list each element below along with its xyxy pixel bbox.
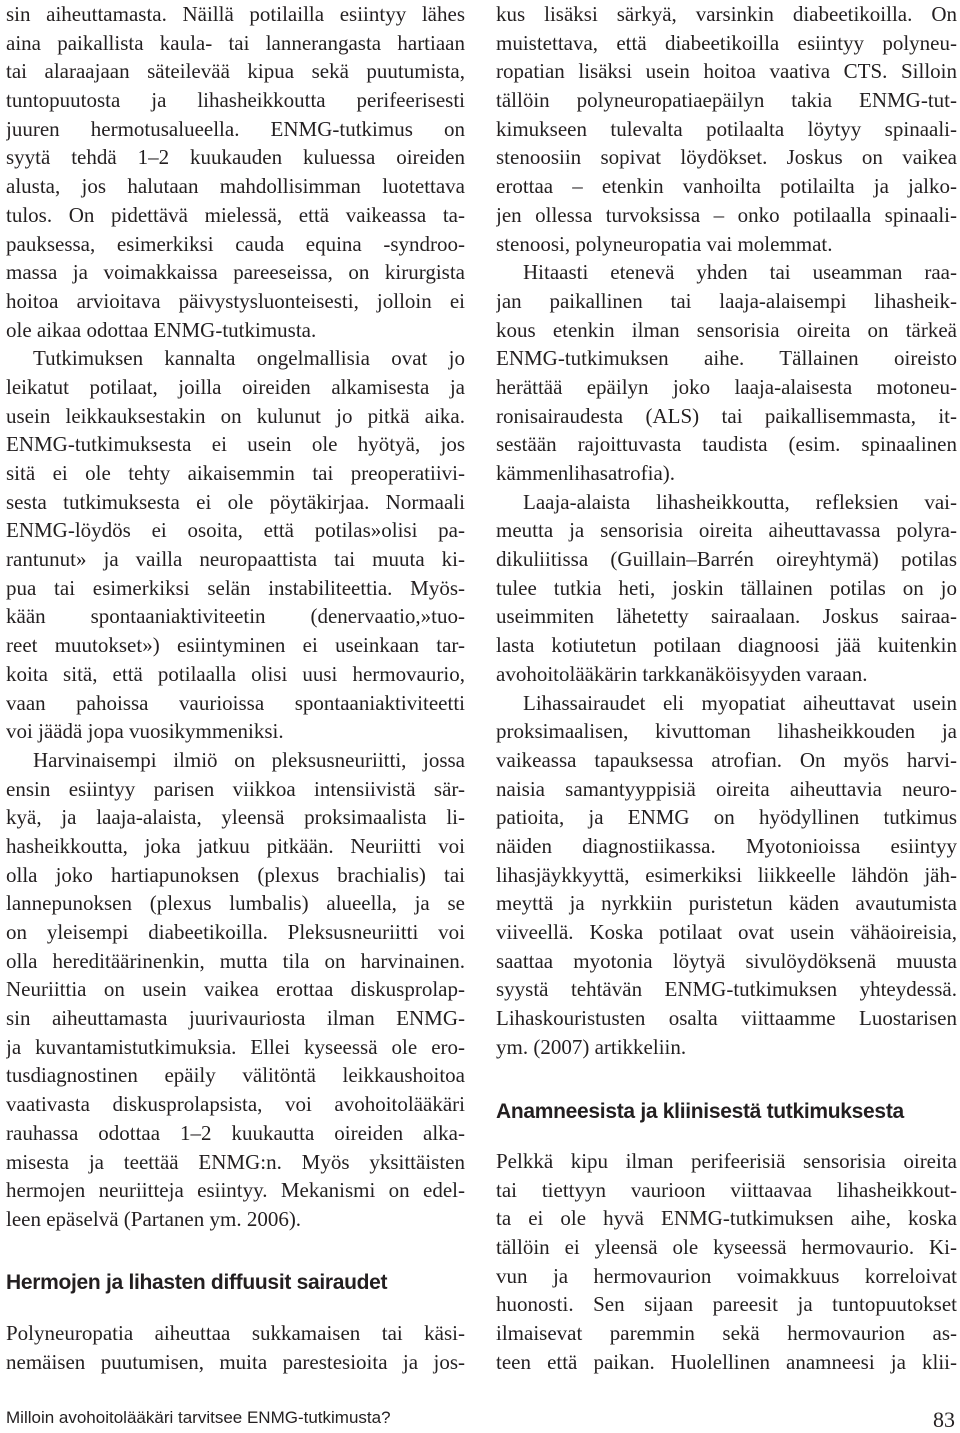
paragraph [6, 1319, 465, 1376]
body-line: ym. (2007) artikkeliin. [496, 1034, 687, 1059]
body-line: nemäisen puutumisen, muita parestesioita ja jos- [6, 1349, 465, 1374]
body-line: stenoosi, polyneuropatia vai molemmat. [496, 231, 833, 256]
body-line: kään spontaaniaktiviteetin (denervaatio,»tuo- [6, 604, 465, 629]
body-line: sestään rajoittuvasta taudista (esim. spinaalinen [496, 432, 957, 457]
body-line: aina paikallista kaula- tai lannerangasta hartiaan [6, 30, 465, 55]
body-line: kus lisäksi särkyä, varsinkin diabeetikoilla. On [496, 2, 957, 26]
body-line: meyttä ja nyrkkiin puristetun käden avautumista [496, 891, 957, 916]
body-line: ilmaisevat paremmin sekä hermovaurion as- [496, 1321, 957, 1346]
body-line: Laaja-alaista lihasheikkoutta, refleksien vai- [523, 489, 957, 514]
body-line: proksimaalisen, kivuttoman lihasheikkouden ja [496, 719, 957, 744]
body-line: ENMG-löydös ei osoita, että potilas»olisi pa- [6, 518, 465, 543]
body-line: naisia samantyyppisiä oireita aiheuttavia neuro- [496, 776, 957, 801]
body-line: vaikeassa tapauksessa atrofian. On myös harvi- [496, 747, 957, 772]
body-line: huonosti. Sen sijaan pareesit ja tuntopuutokset [496, 1292, 957, 1317]
body-line: stenoosiin sopivat löydökset. Joskus on vaikea [496, 145, 957, 170]
body-line: hasheikkoutta, joka jatkuu pitkään. Neuriitti voi [6, 833, 465, 858]
body-line: alusta, jos halutaan mahdollisimman luotettava [6, 174, 465, 199]
body-line: hermojen neuriitteja esiintyy. Mekanismi on edel- [6, 1178, 465, 1203]
body-line: avohoitolääkärin tarkkanäköisyyden varaan. [496, 661, 868, 686]
body-line: kous etenkin ilman sensorisia oireita on tärkeä [496, 317, 957, 342]
body-line: tai alaraajaan säteilevää kipua sekä puutumista, [6, 59, 465, 84]
body-line: tulos. On pidettävä mielessä, että vaikeassa ta- [6, 202, 465, 227]
paragraph [6, 0, 465, 344]
body-line: Tutkimuksen kannalta ongelmallisia ovat jo [33, 346, 465, 371]
body-line: tuntopuutosta ja lihasheikkoutta perifeerisesti [6, 88, 465, 113]
body-line: lihasjäykkyyttä, esimerkiksi liikkeelle lähdön jäh- [496, 862, 957, 887]
paragraph [6, 746, 465, 1234]
body-line: lannepunoksen (plexus lumbalis) alueella, ja se [6, 891, 465, 916]
body-line: ENMG-tutkimuksesta ei usein ole hyötyä, jos [6, 432, 465, 457]
left-column [6, 0, 465, 1234]
body-line: ronisairaudesta (ALS) tai paikallisemmasta, it- [496, 403, 957, 428]
body-line: Lihassairaudet eli myopatiat aiheuttavat usein [523, 690, 957, 715]
body-line: on yleisempi diabeetikoilla. Pleksusneuriitti voi [6, 920, 465, 944]
body-line: olla joko hartiapunoksen (plexus brachialis) tai [6, 862, 465, 887]
body-line: leikatut potilaat, joilla oireiden alkamisesta ja [6, 374, 465, 399]
paragraph [496, 1147, 957, 1377]
body-line: ensin esiintyy parisen viikkoa intensiivistä sär- [6, 776, 465, 801]
body-line: misesta ja teettää ENMG:n. Myös yksittäisten [6, 1149, 465, 1174]
paragraph [496, 258, 957, 488]
body-line: meutta ja sensorisia oireita aiheuttavassa polyra- [496, 518, 957, 543]
body-line: Pelkkä kipu ilman perifeerisiä sensorisia oireita [496, 1149, 957, 1173]
body-line: ropatian lisäksi usein hoitoa vaativa CTS. Silloin [496, 59, 957, 84]
paragraph [6, 344, 465, 746]
body-line: kyä, ja laaja-alaista, yleensä proksimaalista li- [6, 805, 465, 830]
body-line: rantunut» ja vailla neuropaattista tai muuta ki- [6, 547, 465, 572]
paragraph [496, 689, 957, 1062]
body-line: sin aiheuttamasta. Näillä potilailla esiintyy lähes [6, 2, 465, 26]
body-line: herättää epäilyn joko laaja-alaisesta motoneu- [496, 374, 957, 399]
right-column [496, 0, 957, 1061]
body-line: lasta kotiutetun potilaan diagnoosi jää kuitenkin [496, 633, 957, 658]
body-line: jen ollessa turvoksissa – onko potilaalla spinaali- [496, 202, 957, 227]
body-line: tällöin ei yleensä ole kyseessä hermovaurio. Ki- [496, 1235, 957, 1260]
body-line: syystä tehtävän ENMG-tutkimuksen yhteydessä. [496, 977, 957, 1002]
body-line: jan paikallinen tai laaja-alaisempi lihasheik- [496, 288, 957, 313]
body-line: ole aikaa odottaa ENMG-tutkimusta. [6, 317, 317, 342]
page-number: 83 [933, 1407, 955, 1432]
body-line: vaativasta diskusprolapsista, voi avohoitolääkäri [6, 1092, 465, 1117]
body-line: vun ja hermovaurion voimakkuus korreloivat [496, 1263, 957, 1288]
body-line: Harvinaisempi ilmiö on pleksusneuriitti, jossa [33, 747, 465, 772]
body-line: ENMG-tutkimuksen aihe. Tällainen oireisto [496, 346, 957, 371]
body-line: syytä tehdä 1–2 kuukauden kuluessa oireiden [6, 145, 465, 170]
body-line: kämmenlihasatrofia). [496, 461, 676, 485]
body-line: massa ja voimakkaissa pareeseissa, on kirurgista [6, 260, 465, 285]
body-line: tällöin polyneuropatiaepäilyn takia ENMG-tut- [496, 88, 957, 113]
body-line: ta ei ole hyvä ENMG-tutkimuksen aihe, koska [496, 1206, 957, 1231]
body-line: Neuriittia on usein vaikea erottaa diskusprolap- [6, 977, 465, 1002]
body-line: voi jäädä jopa vuosikymmeniksi. [6, 719, 284, 744]
section-heading: Anamneesista ja kliinisestä tutkimuksesta [496, 1100, 904, 1123]
body-line: muistettava, että diabeetikoilla esiintyy polyneu- [496, 30, 957, 55]
body-line: Lihaskouristusten osalta viittaamme Luostarisen [496, 1006, 957, 1031]
body-line: useimmiten lähetetty sairaalaan. Joskus sairaa- [496, 604, 957, 629]
paragraph [496, 488, 957, 689]
body-line: olla hereditäärinenkin, mutta tila on harvinainen. [6, 948, 465, 973]
body-line: reet muutokset») esiintyminen ei useinkaan tar- [6, 633, 465, 658]
body-line: erottaa – etenkin vanhoilta potilailta ja jalko- [496, 174, 957, 199]
body-line: teen että paikan. Huolellinen anamneesi ja klii- [496, 1349, 957, 1374]
body-line: tai tiettyyn vaurioon viittaavaa lihasheikkout- [496, 1177, 957, 1202]
body-line: Polyneuropatia aiheuttaa sukkamaisen tai käsi- [6, 1321, 465, 1345]
body-line: vaan pahoissa vaurioissa spontaaniaktiviteetti [6, 690, 465, 715]
section-heading: Hermojen ja lihasten diffuusit sairaudet [6, 1271, 388, 1294]
body-line: tulee tutkia heti, joskin tällainen potilas on jo [496, 575, 957, 600]
body-line: dikuliitissa (Guillain–Barrén oireyhtymä) potilas [496, 547, 957, 572]
body-line: ja kuvantamistutkimuksia. Ellei kyseessä ole ero- [6, 1034, 465, 1059]
body-line: näiden diagnostiikassa. Myotonioissa esiintyy [496, 833, 957, 858]
body-line: patioita, ja ENMG on hyödyllinen tutkimus [496, 805, 957, 830]
body-line: juuren hermotusalueella. ENMG-tutkimus on [6, 116, 465, 141]
body-line: hoitoa arvioitava päivystysluonteisesti, jolloin ei [6, 288, 465, 313]
body-line: saattaa myotonia löytyä sivulöydöksenä muusta [496, 948, 957, 973]
body-line: tusdiagnostinen epäily välitöntä leikkaushoitoa [6, 1063, 465, 1088]
paragraph [496, 0, 957, 258]
body-line: koita sitä, että potilaalla olisi uusi hermovaurio, [6, 661, 465, 686]
running-title: Milloin avohoitolääkäri tarvitsee ENMG-tutkimusta? [6, 1408, 391, 1427]
body-line: viiveellä. Koska potilaat ovat usein vähäoireisia, [496, 920, 957, 944]
body-line: pua tai esimerkiksi selän instabiliteettia. Myös- [6, 575, 465, 600]
body-line: usein leikkauksestakin on kulunut jo pitkä aika. [6, 403, 465, 428]
body-line: pauksessa, esimerkiksi cauda equina -syndroo- [6, 231, 465, 256]
body-line: kimukseen tulevalta potilaalta löytyy spinaali- [496, 116, 957, 141]
body-line: sin aiheuttamasta juurivauriosta ilman ENMG- [6, 1006, 465, 1031]
body-line: Hitaasti etenevä yhden tai useamman raa- [523, 260, 957, 285]
body-line: leen epäselvä (Partanen ym. 2006). [6, 1206, 302, 1231]
body-line: sesta tutkimuksesta ei ole pöytäkirjaa. Normaali [6, 489, 465, 514]
body-line: rauhassa odottaa 1–2 kuukautta oireiden alka- [6, 1120, 465, 1145]
body-line: sitä ei ole tehty aikaisemmin tai preoperatiivi- [6, 461, 465, 485]
